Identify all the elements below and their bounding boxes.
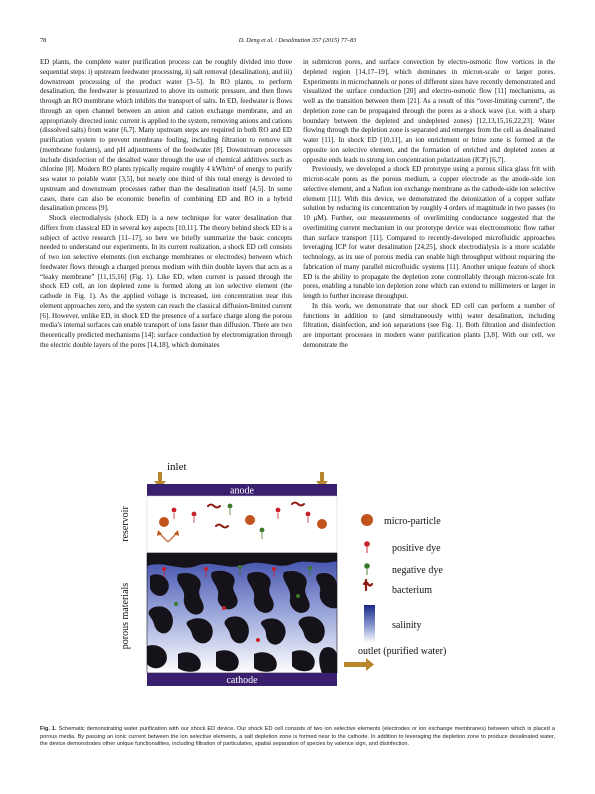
right-column xyxy=(303,58,555,443)
anode-label: anode xyxy=(230,485,254,497)
page-number: 78 xyxy=(40,37,47,44)
legend-negative-dye-marker xyxy=(364,563,370,575)
figure-caption xyxy=(40,726,555,749)
page-header xyxy=(40,37,555,47)
figure-legend xyxy=(361,514,443,643)
right-paragraph-1: in submicron pores, and surface convection by electro-osmotic flow vortices in the depleted region [14,17–19], which dominates in micron-scale or larger pores. Experiments in microchannels or pores of different sizes have recently demonstrated and visualized the surface conduction [20] and electro-osmotic flow [11] mechanisms, as well as the transition between them [21]. As a result of this “over-limiting current”, the depletion zone can be propagated through the pores as a shock wave (i.e. with a sharp boundary between the depleted and undepleted zones) [12,13,15,16,22,23]. Water flowing through the depletion zone is separated and emerges from the cell as desalinated water [11]. In shock ED [10,11], an ion enrichment or brine zone is formed at the opposite ion selective element, and the formation of enriched and depleted zones at opposite ends leads to strong ion concentration polarization (ICP) [6,7]. xyxy=(303,58,555,164)
reservoir-region xyxy=(147,496,337,553)
figure-1 xyxy=(112,458,542,720)
legend-positive-dye-marker xyxy=(364,541,370,553)
legend-bacterium-marker xyxy=(364,580,372,590)
figure-caption-label: Fig. 1. xyxy=(40,726,57,732)
micro-particle-marker xyxy=(159,517,169,527)
left-paragraph-1: ED plants, the complete water purification process can be roughly divided into three sequential steps: i) upstream feedwater processing, ii) salt removal (desalination), and iii) downstream processing of the product water [3–5]. In RO plants, to perform desalination, the feedwater is pressurized to above its osmotic pressure, and then flows through an RO membrane which inhibits the transport of salts. In ED, feedwater is flows through an open channel between an anion and cation exchange membrane, and an appropriately directed ionic current is applied to the system, removing anions and cations (dissolved salts) from water [6,7]. Many upstream steps are required in both RO and ED purification system to prevent membrane fouling, including filtration to remove silt (membrane foulants), and pH adjustments of the feedwater [8]. Downstream processes include disinfection of the desalted water through the use of chemical additives such as chlorine [8]. Modern RO plants typically require roughly 4 kWh/m³ of energy to purify sea water to potable water [3,5], but nearly one third of this total energy is devoted to upstream and downstream processes rather than the desalination itself [4,5]. In some cases, there can also be economic benefits of combining ED and RO in a hybrid desalination process [9]. xyxy=(40,58,292,213)
porous-materials-label: porous materials xyxy=(120,582,131,650)
micro-particle-marker xyxy=(245,515,255,525)
reservoir-label: reservoir xyxy=(120,506,131,542)
legend-salinity-bar xyxy=(364,605,375,643)
figure-1-diagram xyxy=(112,458,542,720)
left-column xyxy=(40,58,292,443)
figure-caption-text: Schematic demonstrating water purification with our shock ED device. Our shock ED cell consists of two ion selective elements (electrodes or ion exchange membranes) between which is placed a porous media. By passing an ionic current between the ion selective elements, a salt depletion zone is formed near to the cathode. In addition to leveraging the depletion zone to produce desalinated water, the device demonstrates other unique functionalities, including filtration of particulates, spatial separation of species by valence sign, and disinfection. xyxy=(40,726,555,748)
porous-material xyxy=(147,553,338,673)
left-paragraph-2: Shock electrodialysis (shock ED) is a new technique for water desalination that differs from classical ED in several key aspects [10,11]. The theory behind shock ED is a subject of active research [11–17], so here we briefly summarize the basic concepts needed to understand our experiments. In its current realization, a shock ED cell consists of two ion selective elements (ion exchange membranes or electrodes) between which feedwater flows through a charged porous medium with thin double layers that acts as a “leaky membrane” [11,15,16] (Fig. 1). Like ED, when current is passed through the shock ED cell, an ion depleted zone is formed along an ion selective element (the cathode in Fig. 1). As the applied voltage is increased, ion concentration near this element approaches zero, and the system can reach the classical diffusion-limited current [6]. However, unlike ED, in shock ED the presence of a surface charge along the porous media’s internal surfaces can enable transport of ions faster than diffusion. There are two theoretically predicted mechanisms [14]: surface conduction by electromigration through the electric double layers of the pores [14,18], which dominates xyxy=(40,214,292,349)
legend-micro-particle-marker xyxy=(361,514,373,526)
running-head: D. Deng et al. / Desalination 357 (2015) 77–83 xyxy=(238,37,357,44)
legend-salinity-label: salinity xyxy=(392,620,422,631)
right-paragraph-2: Previously, we developed a shock ED prototype using a porous silica glass frit with micron-scale pores as the porous medium, a copper electrode as the anode-side ion selective element, and a Nafion ion exchange membrane as the cathode-side ion selective element [11]. With this device, we demonstrated the deionization of a copper sulfate solution by reducing its concentration by roughly 4 orders of magnitude in two passes (to 10 μM). Further, our measurements of overlimiting conductance suggested that the overlimiting current mechanism in our prototype device was electroosmotic flow rather than surface transport [11]. Compared to recently-developed microfluidic approaches leveraging ICP for water desalination [24,25], shock electrodialysis is a more scalable technology, as its use of porous media can enable high throughput without requiring the fabrication of many parallel microfluidic systems [11]. Another unique feature of shock ED is the ability to propagate the depletion zone controllably through micron-scale frit pores, enabling a tunable ion depletion zone which can extend to millimeters or larger in length to further increase throughput. xyxy=(303,165,555,300)
legend-bacterium-label: bacterium xyxy=(392,585,432,596)
outlet-arrow xyxy=(344,658,374,671)
micro-particle-marker xyxy=(317,519,327,529)
outlet-label: outlet (purified water) xyxy=(358,646,447,657)
cathode-label: cathode xyxy=(226,675,258,686)
legend-negative-dye-label: negative dye xyxy=(392,565,443,576)
legend-positive-dye-label: positive dye xyxy=(392,543,441,554)
inlet-label: inlet xyxy=(167,461,187,473)
right-paragraph-3: In this work, we demonstrate that our shock ED cell can perform a number of functions in addition to (and simultaneously with) water desalination, including filtration, disinfection, and ion separations (see Fig. 1). Both filtration and disinfection are important processes in modern water purification plants [3,8]. With our cell, we demonstrate the xyxy=(303,301,555,349)
legend-micro-particle-label: micro-particle xyxy=(384,516,441,527)
